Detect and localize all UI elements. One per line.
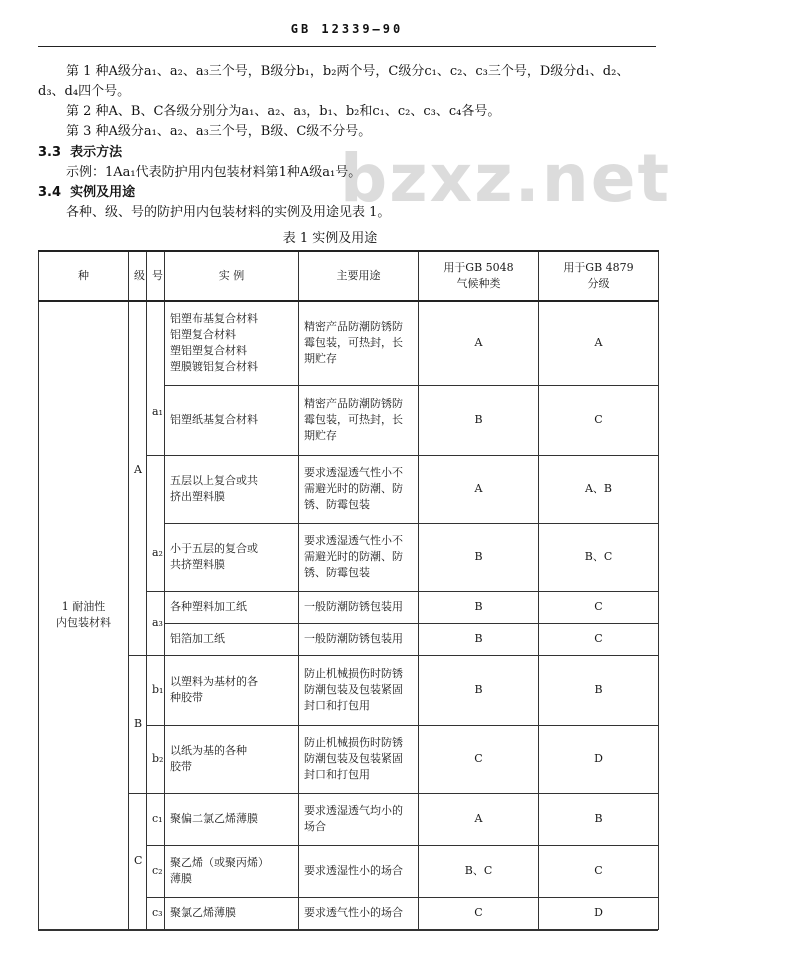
usage-cell: 要求透湿透气均小的 场合: [299, 793, 419, 845]
usage-cell: 精密产品防潮防锈防 霉包装，可热封，长 期贮存: [299, 385, 419, 455]
header-example: 实 例: [165, 251, 299, 301]
number-cell-b2: b₂: [147, 725, 165, 793]
example-cell: 铝塑布基复合材料 铝塑复合材料 塑铝塑复合材料 塑膜镀铝复合材料: [165, 301, 299, 385]
example-cell: 铝箔加工纸: [165, 623, 299, 655]
grade-cell-b: B: [129, 655, 147, 793]
examples-table: [38, 250, 659, 930]
section-3-4-heading: [38, 183, 135, 202]
usage-cell: 要求透湿透气性小不 需避光时的防潮、防 锈、防霉包装: [299, 455, 419, 523]
example-cell: 以塑料为基材的各 种胶带: [165, 655, 299, 725]
table-row: [39, 655, 659, 725]
kind-cell: 1 耐油性 内包装材料: [39, 301, 129, 929]
gb4879-cell: B: [539, 793, 659, 845]
section-3-3-heading: [38, 143, 122, 162]
section-number: 3.4: [38, 185, 62, 200]
gb5048-cell: B: [419, 523, 539, 591]
number-cell-c3: c₃: [147, 897, 165, 929]
section-title: 实例及用途: [70, 185, 136, 200]
section-title: 表示方法: [70, 145, 123, 160]
paragraph-kind3: 第 3 种A级分a₁、a₂、a₃三个号，B级、C级不分号。: [66, 124, 372, 139]
usage-cell: 一般防潮防锈包装用: [299, 623, 419, 655]
table-caption: 表 1 实例及用途: [282, 231, 378, 246]
header-number: 号: [147, 251, 165, 301]
gb5048-cell: A: [419, 793, 539, 845]
gb5048-cell: A: [419, 301, 539, 385]
header-usage: 主要用途: [299, 251, 419, 301]
gb4879-cell: B: [539, 655, 659, 725]
section-3-3-example: 示例：1Aa₁代表防护用内包装材料第1种A级a₁号。: [66, 165, 362, 180]
gb4879-cell: C: [539, 623, 659, 655]
watermark: bzxz.net: [340, 140, 672, 217]
gb5048-cell: B: [419, 385, 539, 455]
paragraph-kind1-line1: 第 1 种A级分a₁、a₂、a₃三个号，B级分b₁，b₂两个号，C级分c₁、c₂、c₃三个号，D级分d₁、d₂、: [66, 64, 630, 79]
number-cell-c2: c₂: [147, 845, 165, 897]
usage-cell: 防止机械损伤时防锈 防潮包装及包装紧固 封口和打包用: [299, 655, 419, 725]
example-cell: 聚乙烯（或聚丙烯） 薄膜: [165, 845, 299, 897]
table-row: [39, 793, 659, 845]
table-row: [39, 301, 659, 385]
gb5048-cell: B、C: [419, 845, 539, 897]
gb4879-cell: A: [539, 301, 659, 385]
usage-cell: 要求透湿透气性小不 需避光时的防潮、防 锈、防霉包装: [299, 523, 419, 591]
usage-cell: 要求透湿性小的场合: [299, 845, 419, 897]
example-cell: 铝塑纸基复合材料: [165, 385, 299, 455]
number-cell-a1: a₁: [147, 301, 165, 455]
gb4879-cell: C: [539, 591, 659, 623]
gb5048-cell: C: [419, 897, 539, 929]
section-3-4-text: 各种、级、号的防护用内包装材料的实例及用途见表 1。: [66, 205, 391, 220]
gb4879-cell: B、C: [539, 523, 659, 591]
usage-cell: 防止机械损伤时防锈 防潮包装及包装紧固 封口和打包用: [299, 725, 419, 793]
example-cell: 聚氯乙烯薄膜: [165, 897, 299, 929]
number-cell-b1: b₁: [147, 655, 165, 725]
number-cell-c1: c₁: [147, 793, 165, 845]
gb4879-cell: D: [539, 897, 659, 929]
usage-cell: 要求透气性小的场合: [299, 897, 419, 929]
example-cell: 聚偏二氯乙烯薄膜: [165, 793, 299, 845]
example-cell: 小于五层的复合或 共挤塑料膜: [165, 523, 299, 591]
gb4879-cell: C: [539, 385, 659, 455]
paragraph-kind1-line2: d₃、d₄四个号。: [38, 84, 131, 99]
section-number: 3.3: [38, 145, 62, 160]
gb5048-cell: C: [419, 725, 539, 793]
standard-number: GB 12339—90: [290, 22, 404, 36]
gb4879-cell: A、B: [539, 455, 659, 523]
number-cell-a3: a₃: [147, 591, 165, 655]
gb4879-cell: C: [539, 845, 659, 897]
header-gb4879: 用于GB 4879 分级: [539, 251, 659, 301]
example-cell: 各种塑料加工纸: [165, 591, 299, 623]
bottom-rule: [38, 930, 658, 931]
table-header-row: [39, 251, 659, 301]
gb4879-cell: D: [539, 725, 659, 793]
paragraph-kind2: 第 2 种A、B、C各级分别分为a₁、a₂、a₃，b₁、b₂和c₁、c₂、c₃、c₄各号。: [66, 104, 501, 119]
usage-cell: 一般防潮防锈包装用: [299, 591, 419, 623]
header-gb5048: 用于GB 5048 气候种类: [419, 251, 539, 301]
number-cell-a2: a₂: [147, 455, 165, 591]
gb5048-cell: B: [419, 591, 539, 623]
header-grade: 级: [129, 251, 147, 301]
example-cell: 以纸为基的各种 胶带: [165, 725, 299, 793]
header-kind: 种: [39, 251, 129, 301]
grade-cell-a: A: [129, 301, 147, 655]
gb5048-cell: A: [419, 455, 539, 523]
gb5048-cell: B: [419, 655, 539, 725]
page-header: [38, 16, 656, 47]
usage-cell: 精密产品防潮防锈防 霉包装，可热封，长 期贮存: [299, 301, 419, 385]
gb5048-cell: B: [419, 623, 539, 655]
grade-cell-c: C: [129, 793, 147, 929]
example-cell: 五层以上复合或共 挤出塑料膜: [165, 455, 299, 523]
